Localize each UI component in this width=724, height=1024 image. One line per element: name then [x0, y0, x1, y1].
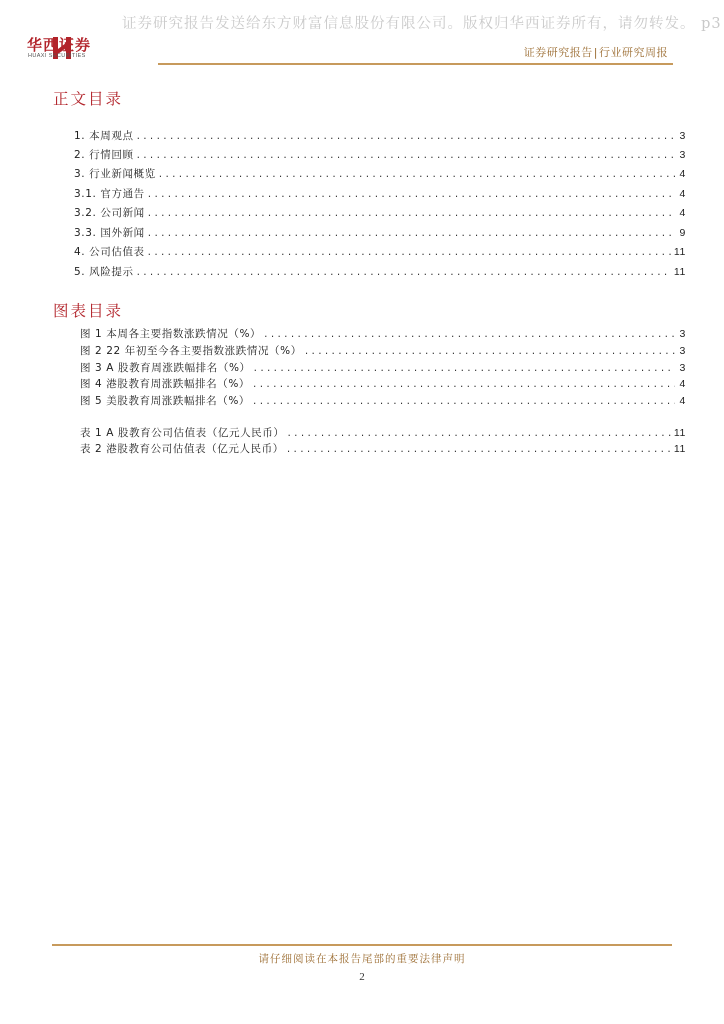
toc-item[interactable]	[74, 244, 686, 258]
toc-dot-leader	[254, 362, 675, 374]
figure-toc-label: 图 4 港股教育周涨跌幅排名（%）	[80, 378, 251, 390]
table-toc-page: 11	[673, 443, 686, 455]
logo-text-en: HUAXI SECURITIES	[28, 53, 86, 59]
figure-toc-label: 图 1 本周各主要指数涨跌情况（%）	[80, 328, 262, 340]
page-number: 2	[359, 971, 365, 983]
header-report-label: 证券研究报告	[523, 46, 593, 59]
toc-item[interactable]	[74, 205, 686, 219]
toc-dot-leader	[137, 130, 675, 142]
figure-toc-title: 图表目录	[53, 302, 124, 320]
legal-disclaimer-note: 请仔细阅读在本报告尾部的重要法律声明	[258, 953, 466, 965]
toc-item-page: 4	[679, 207, 686, 219]
toc-item-label: 3.3. 国外新闻	[74, 227, 145, 239]
watermark-text: 证券研究报告发送给东方财富信息股份有限公司。版权归华西证券所有，请勿转发。 p3	[122, 16, 722, 32]
table-toc-label: 表 1 A 股教育公司估值表（亿元人民币）	[80, 427, 285, 439]
toc-item-page: 4	[679, 188, 686, 200]
toc-item-label: 3.2. 公司新闻	[74, 207, 145, 219]
report-type-header	[524, 44, 668, 60]
table-toc-page: 11	[673, 427, 686, 439]
toc-item-page: 4	[679, 168, 686, 180]
toc-dot-leader	[159, 168, 675, 180]
toc-item-page: 3	[679, 130, 686, 142]
figure-toc-item[interactable]	[80, 376, 686, 390]
toc-item-page: 11	[673, 246, 686, 258]
header-divider	[158, 63, 673, 65]
toc-item-label: 3.1. 官方通告	[74, 188, 145, 200]
figure-toc-page: 3	[679, 362, 686, 374]
toc-item-page: 11	[673, 266, 686, 278]
toc-item[interactable]	[74, 128, 686, 142]
toc-dot-leader	[253, 395, 675, 407]
header-separator: |	[593, 46, 598, 59]
figure-toc-label: 图 2 22 年初至今各主要指数涨跌情况（%）	[80, 345, 302, 357]
table-toc-label: 表 2 港股教育公司估值表（亿元人民币）	[80, 443, 284, 455]
toc-item-page: 9	[679, 227, 686, 239]
figure-toc-item[interactable]	[80, 326, 686, 340]
toc-dot-leader	[287, 427, 670, 439]
figure-toc-page: 4	[679, 378, 686, 390]
content-toc-title: 正文目录	[53, 90, 124, 108]
toc-dot-leader	[148, 207, 675, 219]
toc-item[interactable]	[74, 166, 686, 180]
figure-toc-item[interactable]	[80, 393, 686, 407]
toc-item-page: 3	[679, 149, 686, 161]
figure-toc-item[interactable]	[80, 360, 686, 374]
header-weekly-label: 行业研究周报	[599, 46, 668, 59]
toc-dot-leader	[137, 266, 671, 278]
toc-item-label: 4. 公司估值表	[74, 246, 145, 258]
toc-item-label: 5. 风险提示	[74, 266, 134, 278]
toc-item[interactable]	[74, 264, 686, 278]
figure-toc-page: 3	[679, 345, 686, 357]
toc-dot-leader	[305, 345, 675, 357]
toc-item[interactable]	[74, 147, 686, 161]
toc-dot-leader	[287, 443, 671, 455]
toc-item[interactable]	[74, 225, 686, 239]
footer-divider	[52, 944, 672, 946]
toc-dot-leader	[264, 328, 675, 340]
toc-item[interactable]	[74, 186, 686, 200]
figure-toc-label: 图 5 美股教育周涨跌幅排名（%）	[80, 395, 251, 407]
toc-item-label: 1. 本周观点	[74, 130, 134, 142]
toc-dot-leader	[253, 378, 675, 390]
toc-item-label: 3. 行业新闻概览	[74, 168, 156, 180]
toc-dot-leader	[148, 188, 675, 200]
table-toc-item[interactable]	[80, 441, 686, 455]
figure-toc-page: 4	[679, 395, 686, 407]
toc-dot-leader	[137, 149, 675, 161]
logo-text-cn: 华西证券	[27, 36, 92, 54]
toc-item-label: 2. 行情回顾	[74, 149, 134, 161]
toc-dot-leader	[148, 246, 671, 258]
figure-toc-item[interactable]	[80, 343, 686, 357]
toc-dot-leader	[148, 227, 675, 239]
figure-toc-label: 图 3 A 股教育周涨跌幅排名（%）	[80, 362, 251, 374]
figure-toc-page: 3	[679, 328, 686, 340]
table-toc-item[interactable]	[80, 425, 686, 439]
